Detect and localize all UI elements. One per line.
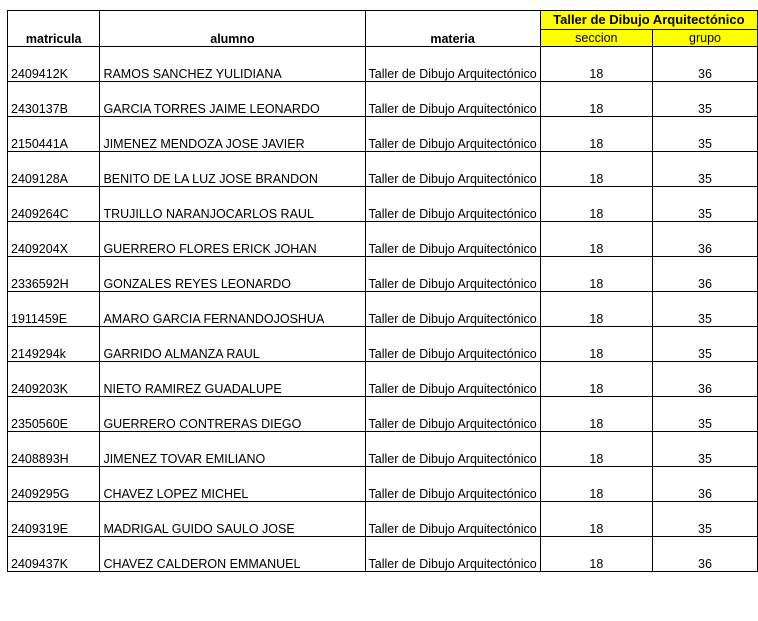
cell-materia: Taller de Dibujo Arquitectónico [365, 82, 540, 117]
cell-alumno: GUERRERO CONTRERAS DIEGO [100, 397, 365, 432]
cell-matricula: 2350560E [8, 397, 100, 432]
cell-matricula: 2409295G [8, 467, 100, 502]
cell-alumno: JIMENEZ MENDOZA JOSE JAVIER [100, 117, 365, 152]
cell-matricula: 2409204X [8, 222, 100, 257]
cell-grupo: 35 [652, 397, 757, 432]
cell-seccion: 18 [540, 257, 652, 292]
table-row [8, 47, 758, 82]
cell-matricula: 2409128A [8, 152, 100, 187]
cell-seccion: 18 [540, 152, 652, 187]
cell-seccion: 18 [540, 82, 652, 117]
cell-grupo: 36 [652, 257, 757, 292]
cell-seccion: 18 [540, 502, 652, 537]
cell-seccion: 18 [540, 292, 652, 327]
table-row [8, 117, 758, 152]
header-row-top [8, 11, 758, 30]
cell-grupo: 36 [652, 362, 757, 397]
cell-grupo: 35 [652, 292, 757, 327]
cell-alumno: RAMOS SANCHEZ YULIDIANA [100, 47, 365, 82]
cell-matricula: 2336592H [8, 257, 100, 292]
table-row [8, 362, 758, 397]
cell-matricula: 2409319E [8, 502, 100, 537]
cell-alumno: CHAVEZ LOPEZ MICHEL [100, 467, 365, 502]
table-row [8, 327, 758, 362]
cell-materia: Taller de Dibujo Arquitectónico [365, 187, 540, 222]
cell-materia: Taller de Dibujo Arquitectónico [365, 222, 540, 257]
cell-alumno: BENITO DE LA LUZ JOSE BRANDON [100, 152, 365, 187]
cell-grupo: 35 [652, 152, 757, 187]
cell-materia: Taller de Dibujo Arquitectónico [365, 152, 540, 187]
cell-matricula: 2430137B [8, 82, 100, 117]
cell-materia: Taller de Dibujo Arquitectónico [365, 117, 540, 152]
cell-matricula: 2150441A [8, 117, 100, 152]
cell-seccion: 18 [540, 467, 652, 502]
table-body [8, 11, 758, 572]
cell-grupo: 36 [652, 467, 757, 502]
cell-grupo: 35 [652, 432, 757, 467]
header-grupo: grupo [652, 30, 757, 47]
cell-seccion: 18 [540, 397, 652, 432]
header-seccion: seccion [540, 30, 652, 47]
cell-grupo: 35 [652, 502, 757, 537]
cell-alumno: AMARO GARCIA FERNANDOJOSHUA [100, 292, 365, 327]
cell-alumno: GUERRERO FLORES ERICK JOHAN [100, 222, 365, 257]
cell-materia: Taller de Dibujo Arquitectónico [365, 257, 540, 292]
cell-materia: Taller de Dibujo Arquitectónico [365, 432, 540, 467]
cell-grupo: 35 [652, 187, 757, 222]
cell-grupo: 35 [652, 82, 757, 117]
table-row [8, 257, 758, 292]
cell-matricula: 2409264C [8, 187, 100, 222]
table-row [8, 397, 758, 432]
cell-seccion: 18 [540, 362, 652, 397]
cell-alumno: NIETO RAMIREZ GUADALUPE [100, 362, 365, 397]
cell-materia: Taller de Dibujo Arquitectónico [365, 397, 540, 432]
cell-materia: Taller de Dibujo Arquitectónico [365, 47, 540, 82]
cell-grupo: 36 [652, 222, 757, 257]
student-table [7, 10, 758, 572]
cell-alumno: MADRIGAL GUIDO SAULO JOSE [100, 502, 365, 537]
table-row [8, 467, 758, 502]
cell-seccion: 18 [540, 537, 652, 572]
cell-alumno: CHAVEZ CALDERON EMMANUEL [100, 537, 365, 572]
cell-alumno: GARRIDO ALMANZA RAUL [100, 327, 365, 362]
cell-grupo: 35 [652, 117, 757, 152]
table-row [8, 187, 758, 222]
course-banner: Taller de Dibujo Arquitectónico [540, 11, 757, 30]
cell-seccion: 18 [540, 432, 652, 467]
table-row [8, 292, 758, 327]
cell-matricula: 2408893H [8, 432, 100, 467]
cell-matricula: 1911459E [8, 292, 100, 327]
cell-seccion: 18 [540, 222, 652, 257]
cell-matricula: 2409203K [8, 362, 100, 397]
header-alumno: alumno [100, 11, 365, 47]
cell-materia: Taller de Dibujo Arquitectónico [365, 467, 540, 502]
cell-alumno: GARCIA TORRES JAIME LEONARDO [100, 82, 365, 117]
cell-seccion: 18 [540, 187, 652, 222]
cell-matricula: 2149294k [8, 327, 100, 362]
cell-materia: Taller de Dibujo Arquitectónico [365, 362, 540, 397]
cell-seccion: 18 [540, 327, 652, 362]
cell-grupo: 36 [652, 537, 757, 572]
table-row [8, 537, 758, 572]
cell-materia: Taller de Dibujo Arquitectónico [365, 537, 540, 572]
table-row [8, 502, 758, 537]
table-row [8, 152, 758, 187]
cell-alumno: TRUJILLO NARANJOCARLOS RAUL [100, 187, 365, 222]
cell-matricula: 2409412K [8, 47, 100, 82]
cell-alumno: JIMENEZ TOVAR EMILIANO [100, 432, 365, 467]
table-row [8, 432, 758, 467]
table-row [8, 222, 758, 257]
cell-materia: Taller de Dibujo Arquitectónico [365, 327, 540, 362]
cell-materia: Taller de Dibujo Arquitectónico [365, 502, 540, 537]
cell-grupo: 35 [652, 327, 757, 362]
cell-seccion: 18 [540, 117, 652, 152]
cell-matricula: 2409437K [8, 537, 100, 572]
header-materia: materia [365, 11, 540, 47]
cell-alumno: GONZALES REYES LEONARDO [100, 257, 365, 292]
table-row [8, 82, 758, 117]
cell-grupo: 36 [652, 47, 757, 82]
cell-materia: Taller de Dibujo Arquitectónico [365, 292, 540, 327]
cell-seccion: 18 [540, 47, 652, 82]
header-matricula: matricula [8, 11, 100, 47]
